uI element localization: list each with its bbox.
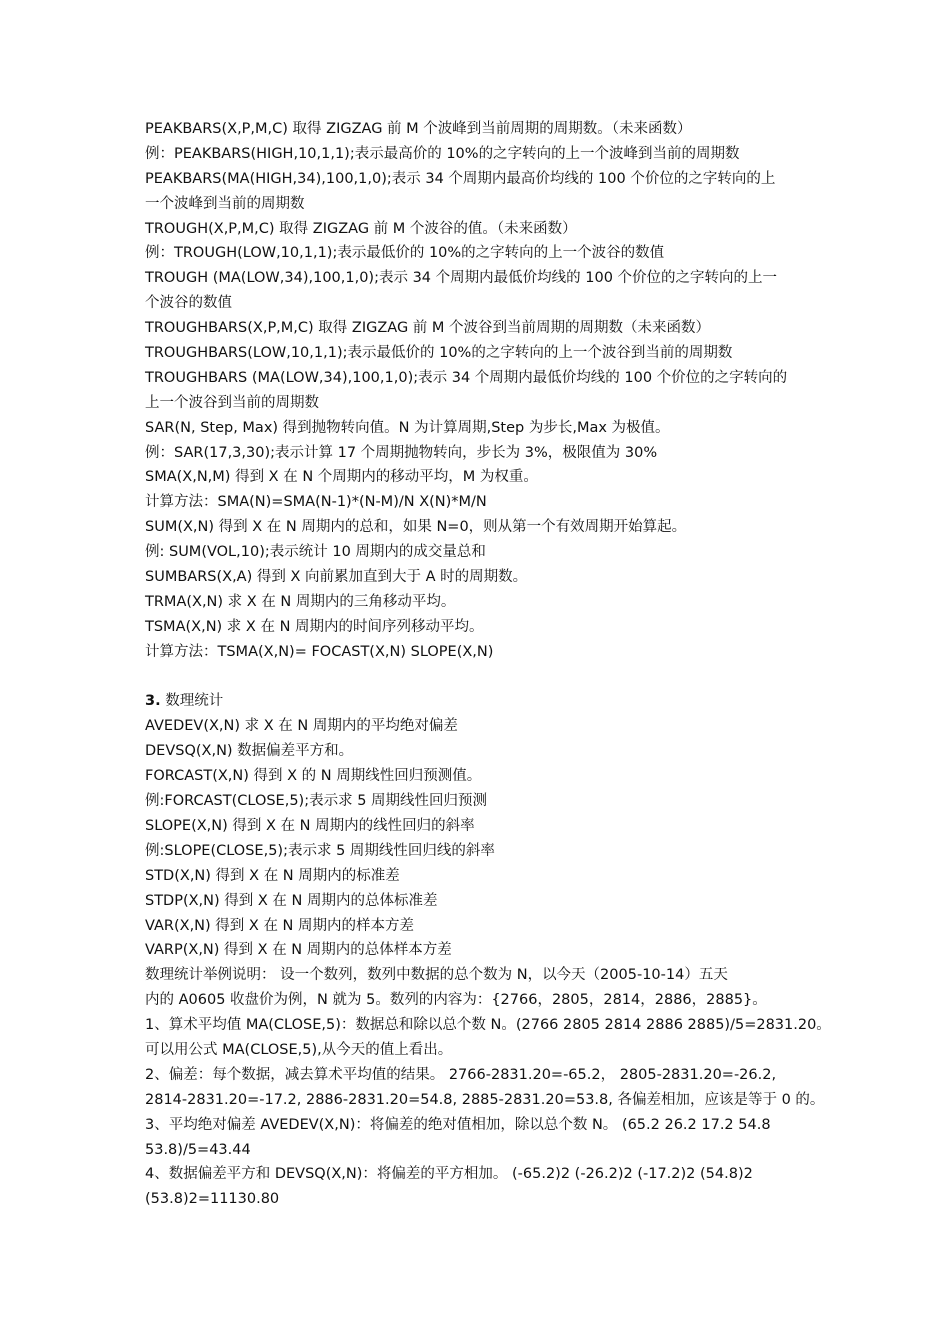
- text-line: 可以用公式 MA(CLOSE,5),从今天的值上看出。: [145, 1041, 453, 1058]
- text-line: STD(X,N) 得到 X 在 N 周期内的标准差: [145, 867, 400, 884]
- text-line: 计算方法：TSMA(X,N)= FOCAST(X,N) SLOPE(X,N): [145, 643, 494, 660]
- text-line: VAR(X,N) 得到 X 在 N 周期内的样本方差: [145, 917, 415, 934]
- text-line: TROUGHBARS(X,P,M,C) 取得 ZIGZAG 前 M 个波谷到当前周期的周期数（未来函数）: [145, 320, 711, 337]
- text-line: SLOPE(X,N) 得到 X 在 N 周期内的线性回归的斜率: [145, 817, 475, 834]
- text-line: 例: SUM(VOL,10);表示统计 10 周期内的成交量总和: [145, 544, 486, 561]
- section-heading: [145, 689, 825, 714]
- text-line: 数理统计举例说明： 设一个数列，数列中数据的总个数为 N，以今天（2005-10-14）五天: [145, 967, 728, 984]
- text-line: 例:SLOPE(CLOSE,5);表示求 5 周期线性回归线的斜率: [145, 842, 495, 859]
- text-line: VARP(X,N) 得到 X 在 N 周期内的总体样本方差: [145, 942, 452, 959]
- text-line: PEAKBARS(X,P,M,C) 取得 ZIGZAG 前 M 个波峰到当前周期的周期数。（未来函数）: [145, 121, 692, 137]
- text-line: STDP(X,N) 得到 X 在 N 周期内的总体标准差: [145, 892, 438, 909]
- text-line: TROUGH(X,P,M,C) 取得 ZIGZAG 前 M 个波谷的值。（未来函数）: [145, 220, 577, 237]
- text-line: SUM(X,N) 得到 X 在 N 周期内的总和，如果 N=0，则从第一个有效周期开始算起。: [145, 519, 687, 536]
- text-line: DEVSQ(X,N) 数据偏差平方和。: [145, 743, 354, 760]
- text-line: 3、平均绝对偏差 AVEDEV(X,N)：将偏差的绝对值相加，除以总个数 N。 (65.2 26.2 17.2 54.8: [145, 1116, 771, 1133]
- paragraph-spacer: [145, 665, 825, 690]
- text-line: TROUGH (MA(LOW,34),100,1,0);表示 34 个周期内最低价均线的 100 个价位的之字转向的上一: [145, 270, 778, 287]
- text-line: 一个波峰到当前的周期数: [145, 195, 305, 212]
- text-line: 例：SAR(17,3,30);表示计算 17 个周期抛物转向，步长为 3%，极限值为 30%: [145, 444, 658, 461]
- statistics-function-list: [145, 714, 831, 1212]
- text-line: 上一个波谷到当前的周期数: [145, 394, 319, 411]
- text-line: 例:FORCAST(CLOSE,5);表示求 5 周期线性回归预测: [145, 793, 488, 810]
- text-line: 例：PEAKBARS(HIGH,10,1,1);表示最高价的 10%的之字转向的上一个波峰到当前的周期数: [145, 145, 740, 162]
- text-line: 2814-2831.20=-17.2, 2886-2831.20=54.8, 2885-2831.20=53.8, 各偏差相加，应该是等于 0 的。: [145, 1091, 825, 1108]
- text-line: SUMBARS(X,A) 得到 X 向前累加直到大于 A 时的周期数。: [145, 569, 528, 586]
- text-line: 1、算术平均值 MA(CLOSE,5)：数据总和除以总个数 N。(2766 2805 2814 2886 2885)/5=2831.20。: [145, 1017, 831, 1034]
- text-line: 例：TROUGH(LOW,10,1,1);表示最低价的 10%的之字转向的上一个波谷的数值: [145, 245, 665, 262]
- document-body: [145, 117, 831, 1212]
- text-line: TRMA(X,N) 求 X 在 N 周期内的三角移动平均。: [145, 593, 456, 610]
- text-line: 个波谷的数值: [145, 295, 232, 312]
- text-line: SMA(X,N,M) 得到 X 在 N 个周期内的移动平均，M 为权重。: [145, 469, 538, 486]
- text-line: 2、偏差：每个数据，减去算术平均值的结果。 2766-2831.20=-65.2， 2805-2831.20=-26.2,: [145, 1066, 777, 1083]
- section-title: 数理统计: [165, 693, 224, 710]
- text-line: 4、数据偏差平方和 DEVSQ(X,N)：将偏差的平方相加。 (-65.2)2 (-26.2)2 (-17.2)2 (54.8)2: [145, 1166, 753, 1183]
- text-line: 计算方法：SMA(N)=SMA(N-1)*(N-M)/N X(N)*M/N: [145, 494, 487, 511]
- text-line: AVEDEV(X,N) 求 X 在 N 周期内的平均绝对偏差: [145, 718, 458, 735]
- text-line: 53.8)/5=43.44: [145, 1141, 251, 1158]
- section-number: 3.: [145, 693, 161, 710]
- text-line: FORCAST(X,N) 得到 X 的 N 周期线性回归预测值。: [145, 768, 482, 785]
- text-line: TROUGHBARS (MA(LOW,34),100,1,0);表示 34 个周期内最低价均线的 100 个价位的之字转向的: [145, 369, 788, 386]
- text-line: 内的 A0605 收盘价为例，N 就为 5。数列的内容为：{2766，2805，2814，2886，2885}。: [145, 992, 767, 1009]
- formula-function-list: [145, 117, 825, 665]
- text-line: SAR(N, Step, Max) 得到抛物转向值。N 为计算周期,Step 为步长,Max 为极值。: [145, 419, 670, 436]
- text-line: PEAKBARS(MA(HIGH,34),100,1,0);表示 34 个周期内最高价均线的 100 个价位的之字转向的上: [145, 170, 776, 187]
- text-line: TROUGHBARS(LOW,10,1,1);表示最低价的 10%的之字转向的上一个波谷到当前的周期数: [145, 345, 733, 362]
- text-line: TSMA(X,N) 求 X 在 N 周期内的时间序列移动平均。: [145, 618, 484, 635]
- text-line: (53.8)2=11130.80: [145, 1191, 280, 1208]
